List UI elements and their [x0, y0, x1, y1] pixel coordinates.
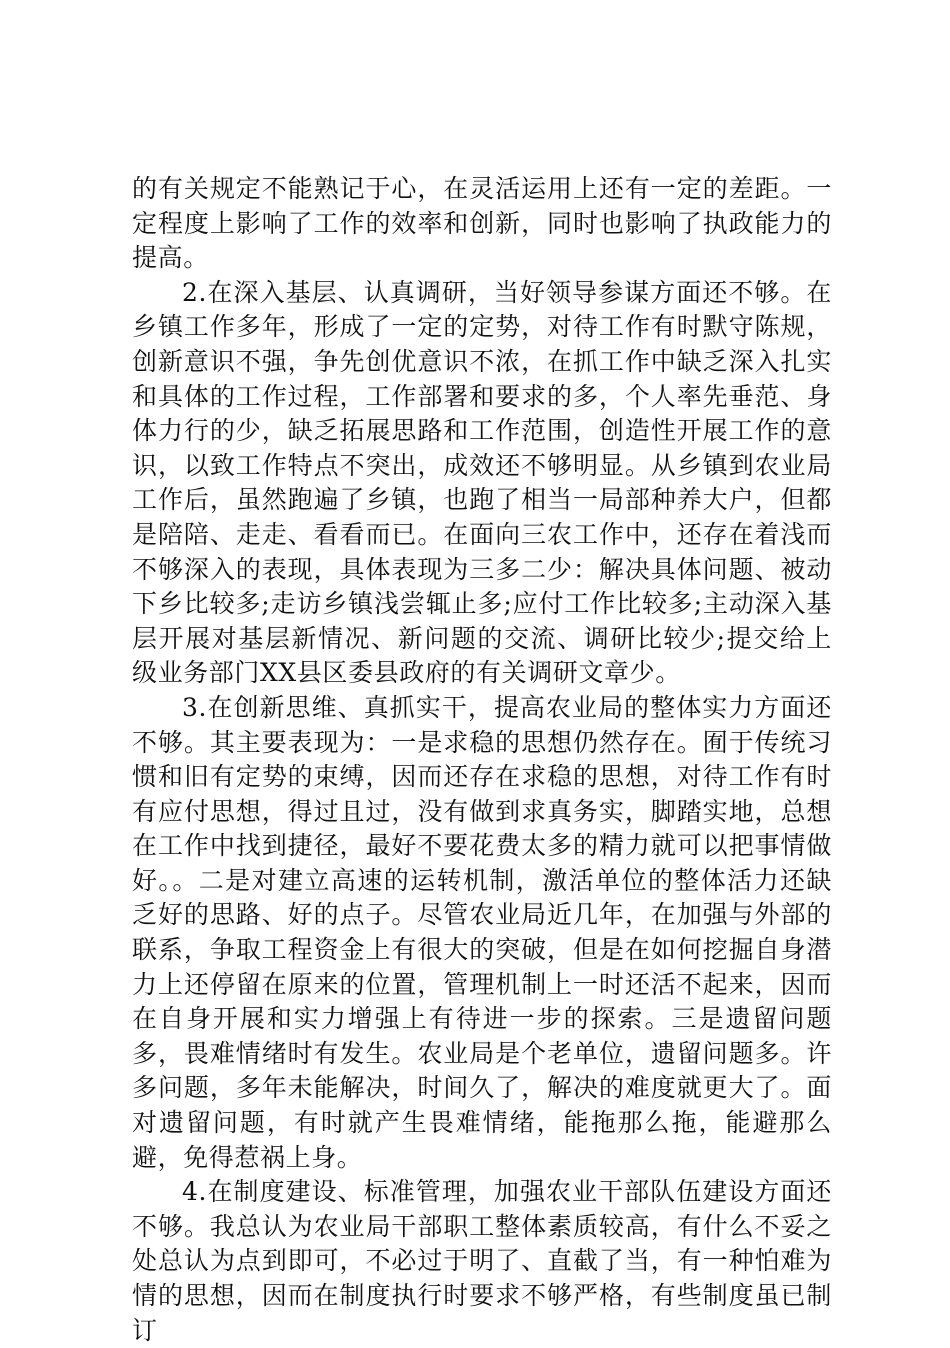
document-body	[132, 172, 832, 1348]
paragraph-continuation: 的有关规定不能熟记于心，在灵活运用上还有一定的差距。一定程度上影响了工作的效率和创新，同时也影响了执政能力的提高。	[132, 174, 832, 273]
paragraph-item-4: 4.在制度建设、标准管理，加强农业干部队伍建设方面还不够。我总认为农业局干部职工整体素质较高，有什么不妥之处总认为点到即可，不必过于明了、直截了当，有一种怕难为情的思想，因而在制度执行时要求不够严格，有些制度虽已制订	[132, 1177, 832, 1345]
paragraph-item-2: 2.在深入基层、认真调研，当好领导参谋方面还不够。在乡镇工作多年，形成了一定的定势，对待工作有时默守陈规，创新意识不强，争先创优意识不浓，在抓工作中缺乏深入扎实和具体的工作过程，工作部署和要求的多，个人率先垂范、身体力行的少，缺乏拓展思路和工作范围，创造性开展工作的意识，以致工作特点不突出，成效还不够明显。从乡镇到农业局工作后，虽然跑遍了乡镇，也跑了相当一局部种养大户，但都是陪陪、走走、看看而已。在面向三农工作中，还存在着浅而不够深入的表现，具体表现为三多二少：解决具体问题、被动下乡比较多;走访乡镇浅尝辄止多;应付工作比较多;主动深入基层开展对基层新情况、新问题的交流、调研比较少;提交给上级业务部门XX县区委县政府的有关调研文章少。	[132, 277, 832, 688]
paragraph-item-3: 3.在创新思维、真抓实干，提高农业局的整体实力方面还不够。其主要表现为：一是求稳的思想仍然存在。囿于传统习惯和旧有定势的束缚，因而还存在求稳的思想，对待工作有时有应付思想，得过且过，没有做到求真务实，脚踏实地，总想在工作中找到捷径，最好不要花费太多的精力就可以把事情做好。。二是对建立高速的运转机制，激活单位的整体活力还缺乏好的思路、好的点子。尽管农业局近几年，在加强与外部的联系，争取工程资金上有很大的突破，但是在如何挖掘自身潜力上还停留在原来的位置，管理机制上一时还活不起来，因而在自身开展和实力增强上有待进一步的探索。三是遗留问题多，畏难情绪时有发生。农业局是个老单位，遗留问题多。许多问题，多年未能解决，时间久了，解决的难度就更大了。面对遗留问题，有时就产生畏难情绪，能拖那么拖，能避那么避，免得惹祸上身。	[132, 692, 832, 1172]
